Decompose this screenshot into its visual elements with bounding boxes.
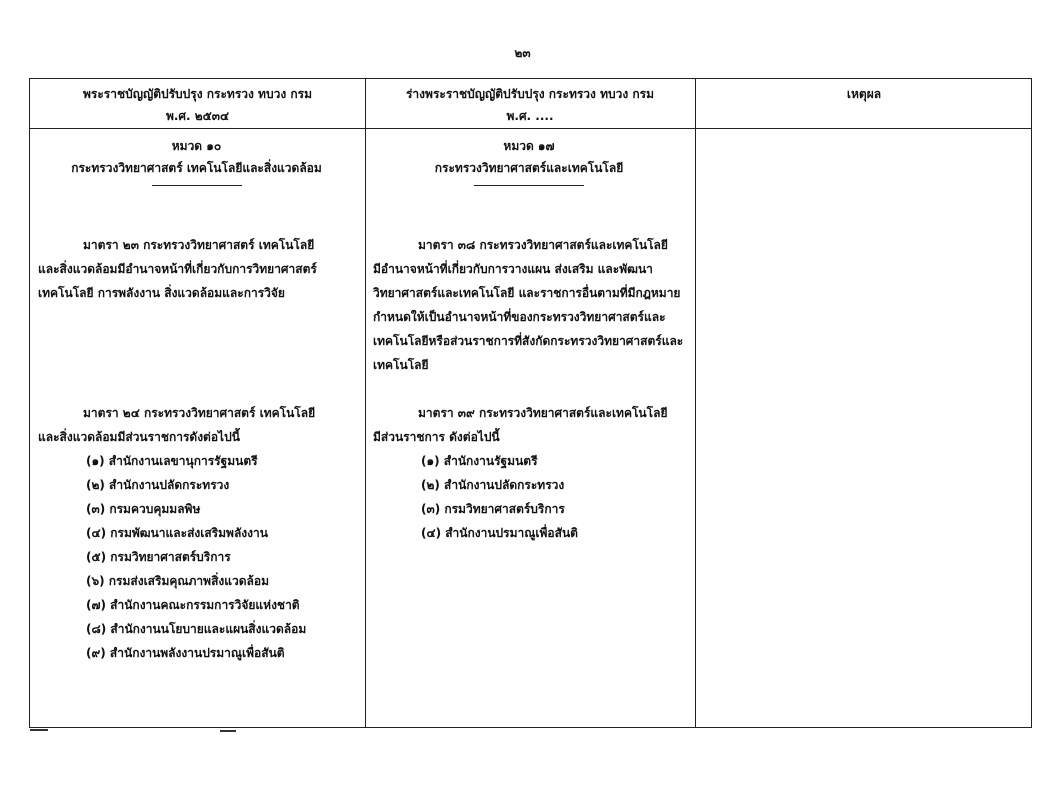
chapter-title: หมวด ๑๗ — [503, 139, 555, 153]
section-line: เทคโนโลยีหรือส่วนราชการที่สังกัดกระทรวงวิทยาศาสตร์และ — [373, 334, 684, 348]
scan-artifact — [220, 730, 236, 732]
section-line: มาตรา ๒๔ กระทรวงวิทยาศาสตร์ เทคโนโลยี — [83, 406, 316, 420]
section-24 — [38, 401, 355, 665]
section-line: และสิ่งแวดล้อมมีอำนาจหน้าที่เกี่ยวกับการวิทยาศาสตร์ — [38, 262, 317, 276]
header-draft-act — [365, 83, 695, 127]
section-line: มีส่วนราชการ ดังต่อไปนี้ — [373, 430, 500, 444]
list-item: (๓) กรมวิทยาศาสตร์บริการ — [421, 502, 565, 516]
header-line: พ.ศ. .... — [506, 109, 554, 123]
header-line: พ.ศ. ๒๕๓๔ — [165, 109, 230, 123]
section-line: วิทยาศาสตร์และเทคโนโลยี และราชการอื่นตามที่มีกฎหมาย — [373, 286, 681, 300]
header-line: เหตุผล — [846, 87, 882, 101]
header-current-act — [30, 83, 365, 127]
header-reason — [695, 83, 1033, 127]
list-item: (๘) สำนักงานนโยบายและแผนสิ่งแวดล้อม — [86, 622, 307, 636]
list-item: (๒) สำนักงานปลัดกระทรวง — [421, 478, 565, 492]
list-item: (๙) สำนักงานพลังงานปรมาณูเพื่อสันติ — [86, 646, 285, 660]
list-item: (๑) สำนักงานรัฐมนตรี — [421, 454, 538, 468]
draft-act-column — [365, 135, 695, 727]
section-line: มาตรา ๓๙ กระทรวงวิทยาศาสตร์และเทคโนโลยี — [418, 406, 668, 420]
section-23 — [38, 233, 355, 305]
section-line: เทคโนโลยี — [373, 358, 429, 372]
section-line: และสิ่งแวดล้อมมีส่วนราชการดังต่อไปนี้ — [38, 430, 240, 444]
list-item: (๖) กรมส่งเสริมคุณภาพสิ่งแวดล้อม — [86, 574, 269, 588]
scan-artifact — [30, 729, 48, 731]
section-line: มีอำนาจหน้าที่เกี่ยวกับการวางแผน ส่งเสริม และพัฒนา — [373, 262, 653, 276]
chapter-underline — [474, 185, 584, 186]
section-line: กำหนดให้เป็นอำนาจหน้าที่ของกระทรวงวิทยาศาสตร์และ — [373, 310, 666, 324]
comparison-table — [29, 78, 1032, 728]
ministry-title: กระทรวงวิทยาศาสตร์และเทคโนโลยี — [434, 161, 624, 175]
section-line: เทคโนโลยี การพลังงาน สิ่งแวดล้อมและการวิจัย — [38, 286, 285, 300]
header-line: ร่างพระราชบัญญัติปรับปรุง กระทรวง ทบวง กรม — [405, 87, 655, 101]
section-line: มาตรา ๓๘ กระทรวงวิทยาศาสตร์และเทคโนโลยี — [418, 238, 668, 252]
chapter-title: หมวด ๑๐ — [171, 139, 222, 153]
section-39 — [373, 401, 685, 545]
list-item: (๕) กรมวิทยาศาสตร์บริการ — [86, 550, 231, 564]
chapter-underline — [152, 185, 242, 186]
current-act-column — [30, 135, 365, 727]
list-item: (๓) กรมควบคุมมลพิษ — [86, 502, 201, 516]
header-divider — [30, 128, 1031, 129]
header-line: พระราชบัญญัติปรับปรุง กระทรวง ทบวง กรม — [83, 87, 312, 101]
page-number: ๒๓ — [514, 46, 531, 60]
list-item: (๔) สำนักงานปรมาณูเพื่อสันติ — [421, 526, 578, 540]
reason-column — [695, 135, 1033, 727]
list-item: (๑) สำนักงานเลขานุการรัฐมนตรี — [86, 454, 258, 468]
ministry-title: กระทรวงวิทยาศาสตร์ เทคโนโลยีและสิ่งแวดล้อม — [71, 161, 322, 175]
list-item: (๗) สำนักงานคณะกรรมการวิจัยแห่งชาติ — [86, 598, 300, 612]
section-38 — [373, 233, 685, 377]
list-item: (๒) สำนักงานปลัดกระทรวง — [86, 478, 230, 492]
list-item: (๔) กรมพัฒนาและส่งเสริมพลังงาน — [86, 526, 268, 540]
section-line: มาตรา ๒๓ กระทรวงวิทยาศาสตร์ เทคโนโลยี — [83, 238, 315, 252]
